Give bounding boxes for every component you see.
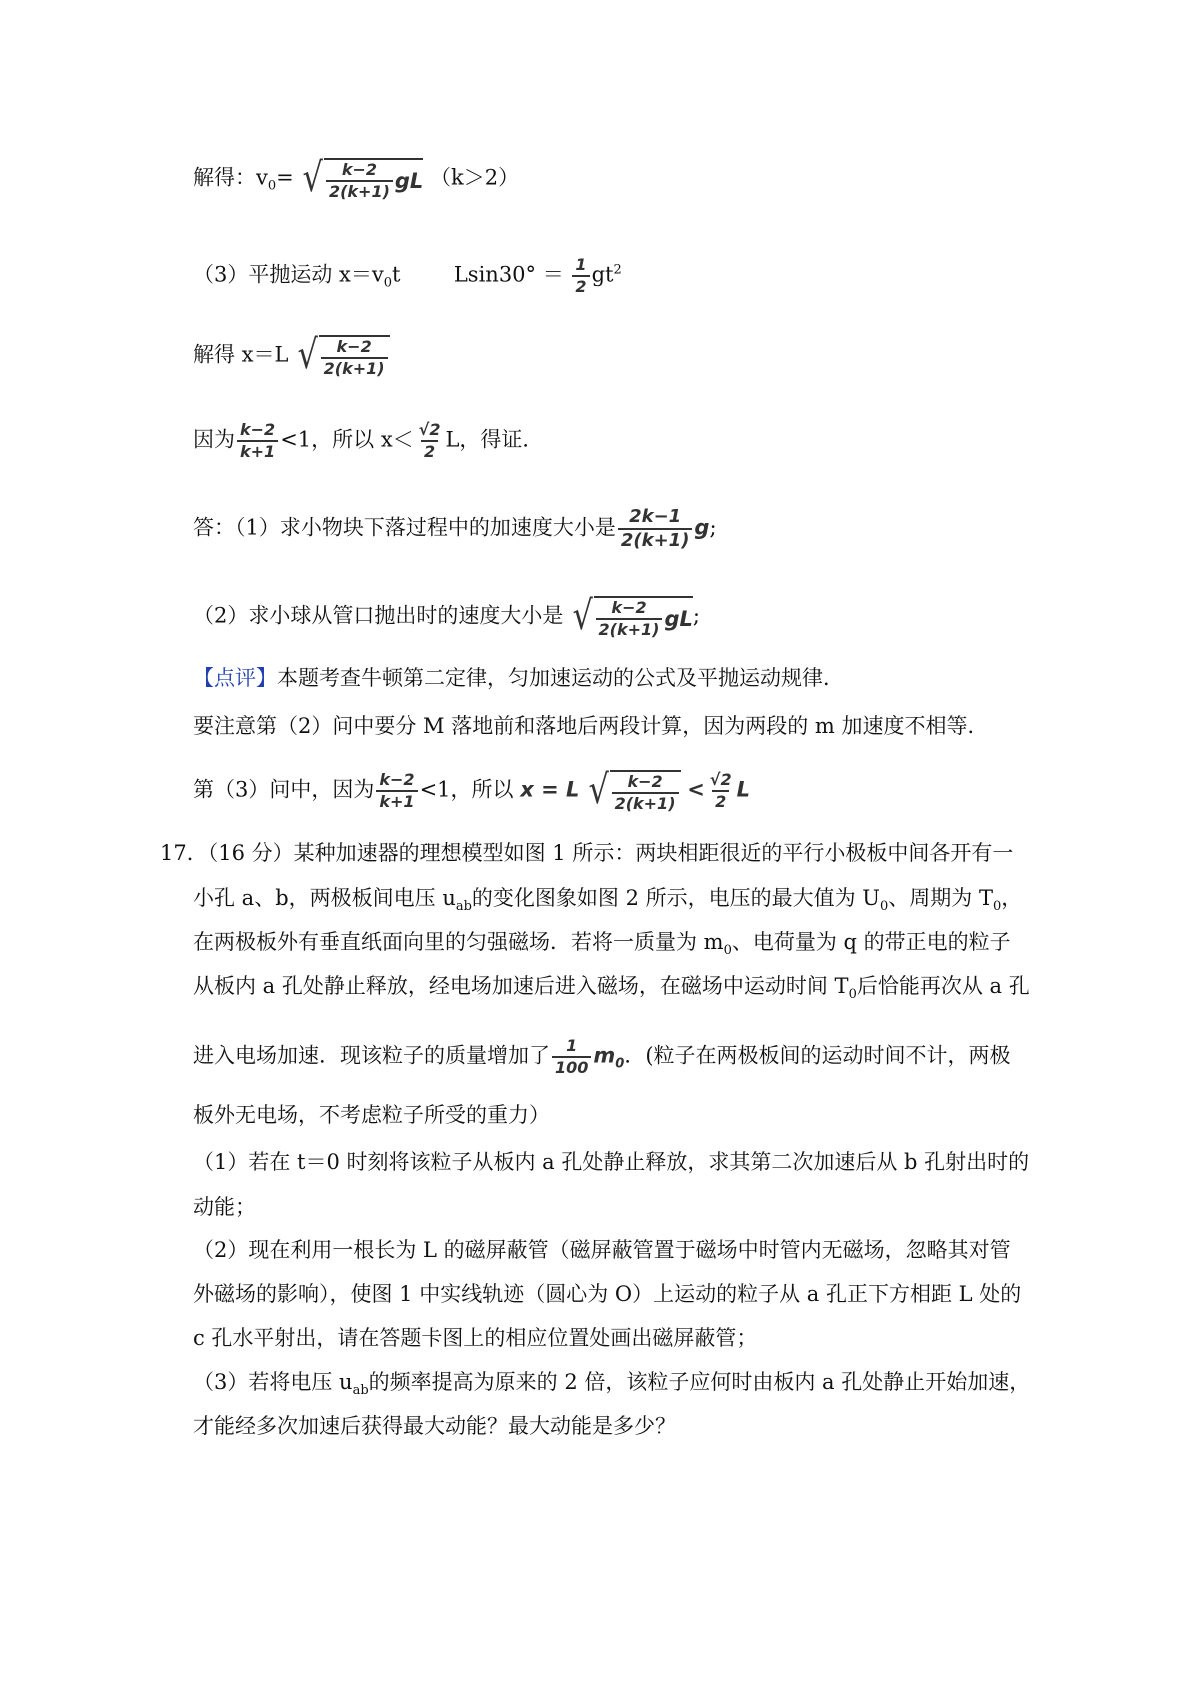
sqrt-expression: √ $\frac{k-2}{2(k+1)}$ gL [572, 593, 693, 639]
text: 、电荷量为 q 的带正电的粒子 [731, 930, 1011, 954]
subscript: 0 [615, 1056, 625, 1072]
text: ; [692, 603, 700, 628]
subscript: 0 [992, 899, 1002, 915]
text: 动能； [193, 1195, 256, 1219]
q17-line-5 [193, 1038, 1011, 1076]
text: t [392, 262, 401, 287]
text: ; [709, 515, 717, 540]
q17-part1-line-2 [193, 1197, 256, 1218]
line-solve-v0 [193, 155, 520, 201]
sqrt-expression: √ $\frac{k-2}{2(k+1)}$ gL [303, 155, 424, 201]
text: ．(粒子在两极板间的运动时间不计，两极 [624, 1043, 1011, 1068]
text: 要注意第（2）问中要分 M 落地前和落地后两段计算，因为两段的 m 加速度不相等． [193, 714, 989, 738]
line-answer-2 [193, 593, 700, 639]
q17-part1-line-1 [193, 1152, 1029, 1173]
text: 的频率提高为原来的 2 倍，该粒子应何时由板内 a 孔处静止开始加速， [368, 1370, 1031, 1394]
formula-x: x = L [520, 777, 580, 802]
sqrt-expression: √ $\frac{k-2}{2(k+1)}$ [586, 770, 680, 812]
fraction-1-over-100: $\frac{1}{100}$ [552, 1038, 591, 1076]
superscript: 2 [613, 262, 622, 278]
text: （2）现在利用一根长为 L 的磁屏蔽管（磁屏蔽管置于磁场中时管内无磁场，忽略其对管 [193, 1238, 1011, 1262]
q17-line-3 [193, 932, 1011, 957]
text: 板外无电场，不考虑粒子所受的重力） [193, 1103, 550, 1127]
text: gt [591, 262, 614, 287]
formula-g: g [694, 515, 710, 540]
line-because [193, 422, 543, 460]
fraction-sqrt2-over-2: $\frac{√2}{2}$ [418, 420, 441, 461]
text: 外磁场的影响），使图 1 中实线轨迹（圆心为 O）上运动的粒子从 a 孔正下方相距 L 处的 [193, 1282, 1022, 1306]
text: 解得 x＝L [193, 342, 289, 367]
q17-part2-line-3 [193, 1328, 757, 1349]
fraction: $\frac{2k-1}{2(k+1)}$ [618, 508, 693, 550]
text: 解得：v [193, 165, 268, 190]
text: 后恰能再次从 a 孔 [856, 974, 1030, 998]
line-comment [193, 668, 844, 689]
fraction-sqrt2-over-2: $\frac{√2}{2}$ [709, 770, 732, 811]
text: L，得证． [445, 427, 544, 452]
text: 答：（1）求小物块下落过程中的加速度大小是 [193, 515, 616, 540]
fraction: $\frac{k-2}{k+1}$ [237, 422, 278, 460]
subscript: ab [455, 899, 472, 915]
text: （k＞2） [430, 165, 520, 190]
subscript: ab [352, 1383, 369, 1399]
q17-part2-line-2 [193, 1284, 1021, 1305]
fraction: $\frac{k-2}{2(k+1)}$ [326, 162, 393, 200]
line-projectile [193, 257, 622, 295]
text: <1，所以 [419, 777, 514, 802]
text: 才能经多次加速后获得最大动能？最大动能是多少？ [193, 1414, 676, 1438]
fraction: $\frac{k-2}{2(k+1)}$ [612, 774, 679, 812]
text: 小孔 a、b，两极板间电压 u [193, 886, 456, 910]
text: 从板内 a 孔处静止释放，经电场加速后进入磁场，在磁场中运动时间 T [193, 974, 849, 998]
text: <1，所以 x＜ [280, 427, 414, 452]
text: 17．（16 分）某种加速器的理想模型如图 1 所示：两块相距很近的平行小极板中间各开有一 [160, 841, 1014, 865]
text: L [736, 777, 750, 802]
q17-part3-line-2 [193, 1416, 676, 1437]
fraction: $\frac{k-2}{2(k+1)}$ [596, 600, 663, 638]
subscript: 0 [267, 178, 277, 194]
text: （3）若将电压 u [193, 1370, 353, 1394]
text: （2）求小球从管口抛出时的速度大小是 [193, 603, 564, 628]
text: 的变化图象如图 2 所示，电压的最大值为 U [471, 886, 881, 910]
sqrt-expression: √ $\frac{k-2}{2(k+1)}$ [295, 335, 389, 377]
text: c 孔水平射出，请在答题卡图上的相应位置处画出磁屏蔽管； [193, 1326, 758, 1350]
text: Lsin30° [453, 262, 537, 287]
formula-gl: gL [664, 606, 693, 631]
subscript: 0 [723, 943, 732, 959]
fraction: $\frac{k-2}{2(k+1)}$ [321, 339, 388, 377]
formula-gl: gL [394, 168, 424, 193]
text: ＝ [542, 262, 564, 287]
text: 第（3）问中，因为 [193, 777, 375, 802]
fraction-half: $\frac{1}{2}$ [572, 257, 589, 295]
subscript: 0 [880, 899, 889, 915]
q17-part2-line-1 [193, 1240, 1011, 1261]
q17-part3-line-1 [193, 1372, 1030, 1397]
text: 进入电场加速．现该粒子的质量增加了 [193, 1043, 550, 1068]
q17-line-6 [193, 1105, 550, 1126]
text: = [276, 165, 294, 190]
text: < [687, 777, 705, 802]
line-note [193, 716, 988, 737]
text: （3）平抛运动 x＝v [193, 262, 384, 287]
formula-m0: m [593, 1043, 616, 1068]
text: 本题考查牛顿第二定律，匀加速运动的公式及平抛运动规律． [277, 666, 844, 690]
subscript: 0 [848, 987, 857, 1003]
text: 因为 [193, 427, 235, 452]
line-answer-1 [193, 508, 717, 550]
text: ， [1001, 886, 1023, 910]
q17-line-1 [160, 843, 1013, 864]
fraction: $\frac{k-2}{k+1}$ [376, 772, 417, 810]
subscript: 0 [383, 275, 393, 291]
text: （1）若在 t＝0 时刻将该粒子从板内 a 孔处静止释放，求其第二次加速后从 b 孔射出时的 [193, 1150, 1030, 1174]
comment-tag: 【点评】 [193, 666, 277, 690]
line-solve-x [193, 332, 390, 378]
q17-line-2 [193, 888, 1022, 913]
q17-line-4 [193, 976, 1030, 1001]
line-part3-note [193, 767, 750, 813]
text: 在两极板外有垂直纸面向里的匀强磁场．若将一质量为 m [193, 930, 724, 954]
text: 、周期为 T [888, 886, 993, 910]
